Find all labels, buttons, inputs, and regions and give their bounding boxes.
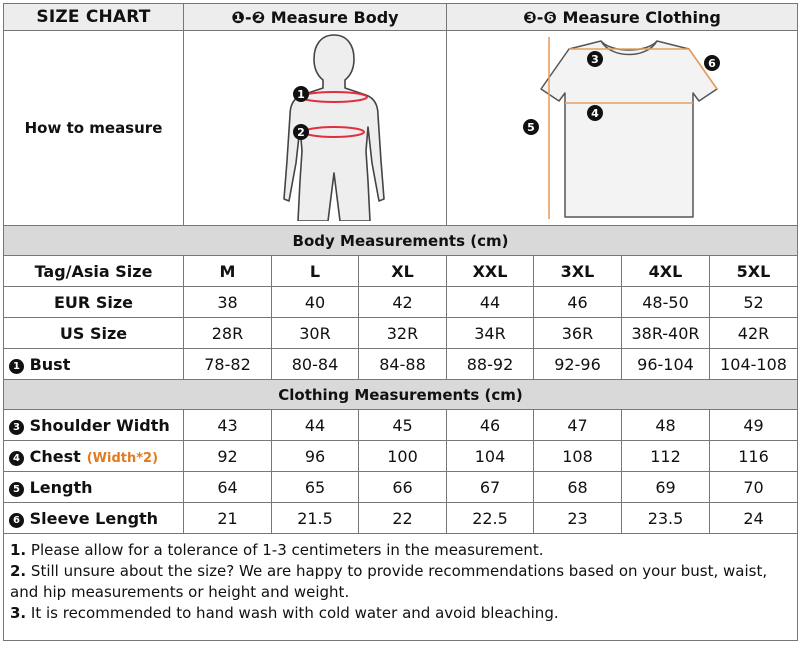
size-col-header: XL	[359, 256, 447, 287]
row-label	[4, 349, 184, 380]
chest-row	[4, 441, 798, 472]
body-number-range: ❶-❷	[231, 7, 266, 27]
table-cell: 65	[272, 472, 359, 503]
table-cell: 42R	[710, 318, 798, 349]
svg-text:6: 6	[708, 57, 716, 70]
note-item: 3. It is recommended to hand wash with cold water and avoid bleaching.	[10, 604, 559, 622]
bust-label: Bust	[29, 354, 71, 374]
eur-size-row	[4, 287, 798, 318]
table-cell: 28R	[184, 318, 272, 349]
notes-row	[4, 534, 798, 641]
table-cell: 32R	[359, 318, 447, 349]
size-header-row	[4, 256, 798, 287]
marker-4-icon	[587, 105, 603, 121]
chest-width-note: (Width*2)	[86, 450, 159, 466]
table-cell: 49	[710, 410, 798, 441]
marker-3-icon	[587, 51, 603, 67]
sleeve-length-row	[4, 503, 798, 534]
size-col-header: M	[184, 256, 272, 287]
size-chart-title: SIZE CHART	[4, 4, 184, 31]
table-cell: 47	[534, 410, 622, 441]
table-cell: 88-92	[447, 349, 534, 380]
table-cell: 34R	[447, 318, 534, 349]
tag-size-label: Tag/Asia Size	[4, 256, 184, 287]
tshirt-illustration	[469, 31, 775, 221]
table-cell: 92	[184, 441, 272, 472]
measure-body-title: Measure Body	[270, 7, 399, 27]
row-label: US Size	[4, 318, 184, 349]
number-4-icon: 4	[9, 451, 24, 466]
measure-clothing-heading	[447, 4, 798, 31]
number-1-icon: 1	[9, 359, 24, 374]
table-cell: 67	[447, 472, 534, 503]
number-6-icon: 6	[9, 513, 24, 528]
length-row	[4, 472, 798, 503]
us-size-row	[4, 318, 798, 349]
note-item: 1. Please allow for a tolerance of 1-3 centimeters in the measurement.	[10, 541, 544, 559]
table-cell: 96	[272, 441, 359, 472]
table-cell: 108	[534, 441, 622, 472]
table-cell: 40	[272, 287, 359, 318]
shoulder-width-label: Shoulder Width	[29, 415, 170, 435]
marker-5-icon	[523, 119, 539, 135]
number-5-icon: 5	[9, 482, 24, 497]
table-cell: 21	[184, 503, 272, 534]
table-cell: 43	[184, 410, 272, 441]
size-col-header: XXL	[447, 256, 534, 287]
clothing-section-header	[4, 380, 798, 410]
table-cell: 44	[272, 410, 359, 441]
table-cell: 104	[447, 441, 534, 472]
measure-clothing-title: Measure Clothing	[562, 7, 721, 27]
body-measurements-title: Body Measurements (cm)	[4, 226, 798, 256]
table-cell: 64	[184, 472, 272, 503]
table-cell: 23.5	[622, 503, 710, 534]
diagram-row	[4, 31, 798, 226]
table-cell: 52	[710, 287, 798, 318]
svg-text:4: 4	[591, 107, 599, 120]
row-label	[4, 472, 184, 503]
size-col-header: 4XL	[622, 256, 710, 287]
table-cell: 112	[622, 441, 710, 472]
table-cell: 92-96	[534, 349, 622, 380]
table-cell: 23	[534, 503, 622, 534]
header-row	[4, 4, 798, 31]
table-cell: 80-84	[272, 349, 359, 380]
note-item: 2. Still unsure about the size? We are happy to provide recommendations based on your bust, waist, and hip measurements or height and weight.	[10, 562, 768, 601]
size-col-header: L	[272, 256, 359, 287]
table-cell: 84-88	[359, 349, 447, 380]
marker-1-icon	[293, 86, 309, 102]
bust-row	[4, 349, 798, 380]
size-col-header: 3XL	[534, 256, 622, 287]
svg-text:5: 5	[527, 121, 535, 134]
row-label	[4, 503, 184, 534]
table-cell: 44	[447, 287, 534, 318]
table-cell: 38R-40R	[622, 318, 710, 349]
table-cell: 116	[710, 441, 798, 472]
row-label	[4, 441, 184, 472]
clothing-number-range: ❸-❻	[523, 7, 557, 27]
row-label: EUR Size	[4, 287, 184, 318]
table-cell: 46	[534, 287, 622, 318]
clothing-diagram-cell	[447, 31, 798, 226]
table-cell: 38	[184, 287, 272, 318]
chest-label: Chest	[29, 446, 81, 466]
size-chart-table	[3, 3, 798, 641]
sleeve-length-label: Sleeve Length	[29, 508, 159, 528]
svg-text:1: 1	[297, 88, 305, 101]
body-silhouette-illustration	[184, 31, 484, 221]
table-cell: 22.5	[447, 503, 534, 534]
svg-text:3: 3	[591, 53, 599, 66]
marker-2-icon	[293, 124, 309, 140]
table-cell: 96-104	[622, 349, 710, 380]
table-cell: 66	[359, 472, 447, 503]
clothing-measurements-title: Clothing Measurements (cm)	[4, 380, 798, 410]
table-cell: 69	[622, 472, 710, 503]
measure-body-heading	[184, 4, 447, 31]
table-cell: 78-82	[184, 349, 272, 380]
table-cell: 104-108	[710, 349, 798, 380]
length-label: Length	[29, 477, 93, 497]
table-cell: 24	[710, 503, 798, 534]
how-to-measure-label: How to measure	[4, 31, 184, 226]
table-cell: 70	[710, 472, 798, 503]
row-label	[4, 410, 184, 441]
table-cell: 42	[359, 287, 447, 318]
table-cell: 68	[534, 472, 622, 503]
table-cell: 48-50	[622, 287, 710, 318]
table-cell: 45	[359, 410, 447, 441]
table-cell: 46	[447, 410, 534, 441]
size-col-header: 5XL	[710, 256, 798, 287]
table-cell: 36R	[534, 318, 622, 349]
svg-text:2: 2	[297, 126, 305, 139]
marker-6-icon	[704, 55, 720, 71]
shoulder-width-row	[4, 410, 798, 441]
body-section-header	[4, 226, 798, 256]
body-diagram-cell	[184, 31, 447, 226]
notes-box	[4, 534, 798, 641]
table-cell: 100	[359, 441, 447, 472]
table-cell: 22	[359, 503, 447, 534]
table-cell: 30R	[272, 318, 359, 349]
number-3-icon: 3	[9, 420, 24, 435]
table-cell: 21.5	[272, 503, 359, 534]
table-cell: 48	[622, 410, 710, 441]
